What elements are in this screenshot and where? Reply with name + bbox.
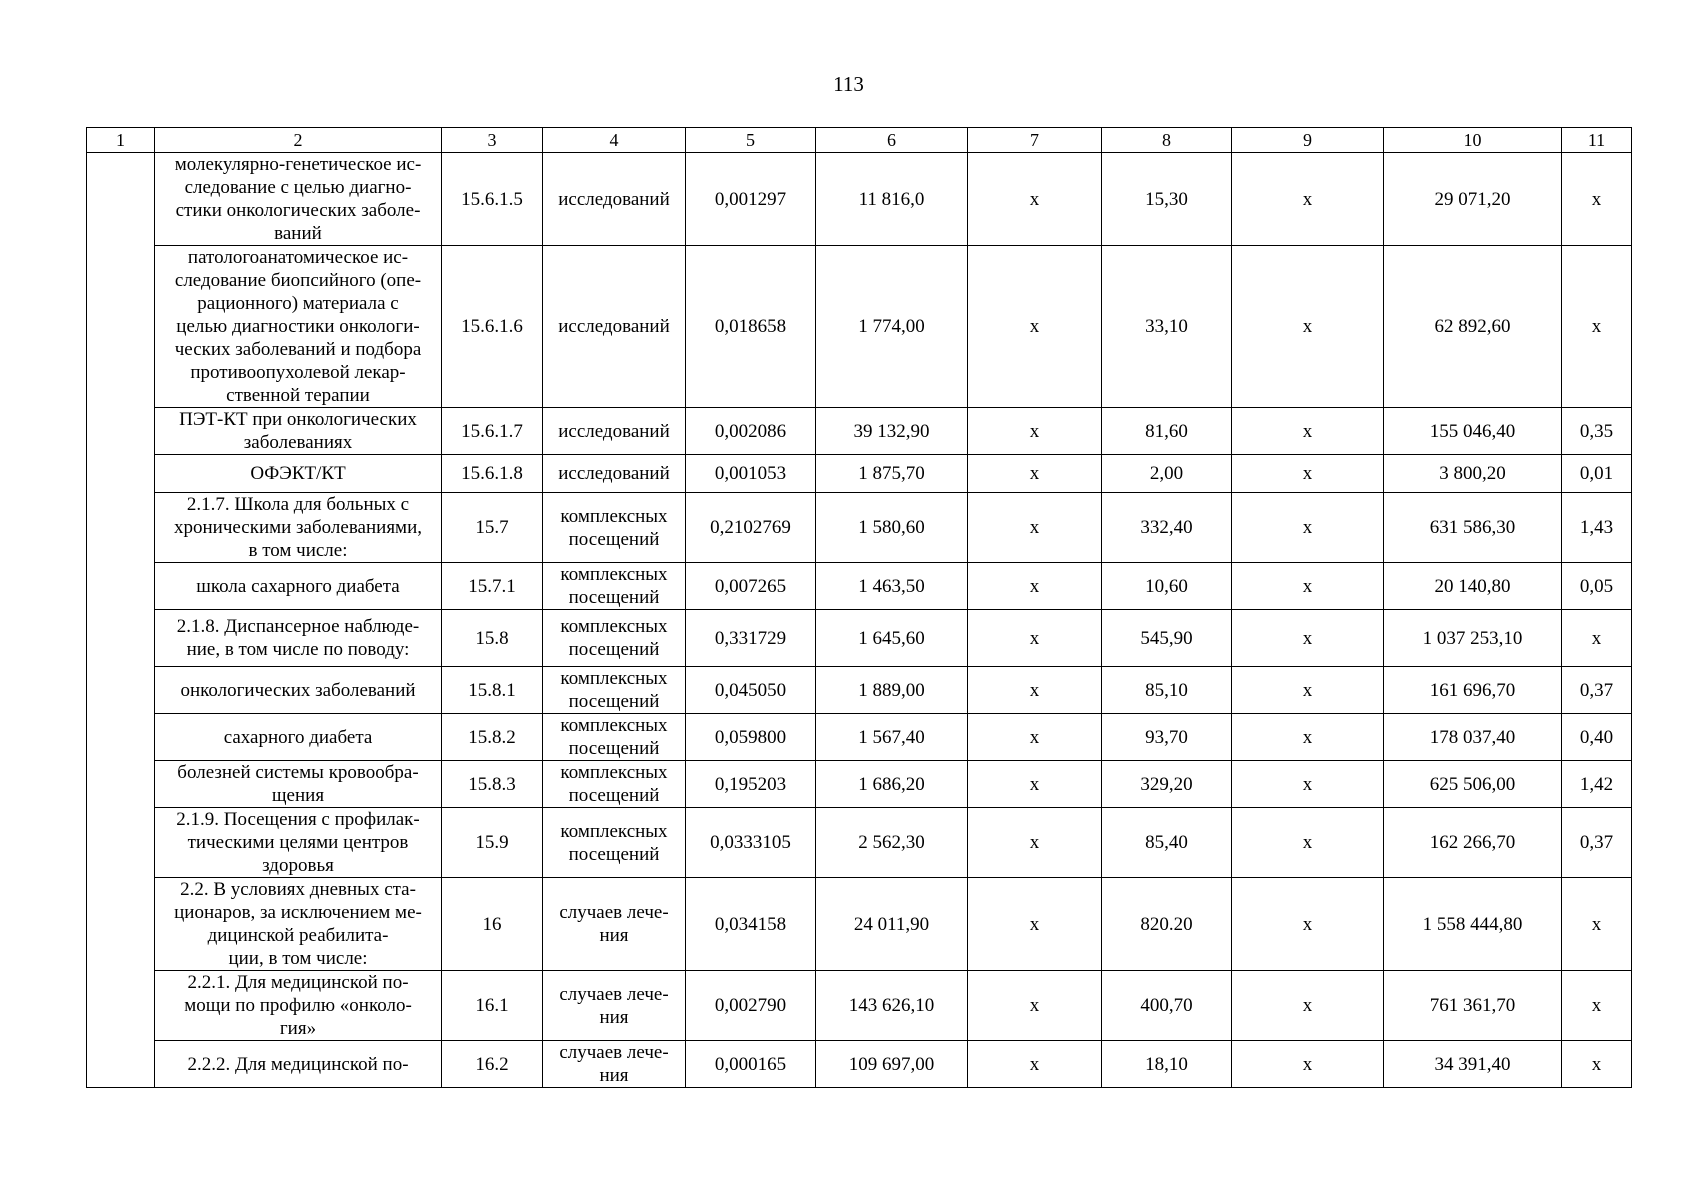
cell-col10: 62 892,60 xyxy=(1384,246,1562,408)
row-code: 16.2 xyxy=(442,1041,543,1088)
row-unit: комплексных посещений xyxy=(543,667,686,714)
cell-col8: 10,60 xyxy=(1102,563,1232,610)
cell-col6: 1 686,20 xyxy=(816,761,968,808)
cell-col10: 625 506,00 xyxy=(1384,761,1562,808)
row-name: школа сахарного диабета xyxy=(155,563,442,610)
cell-col11: 0,05 xyxy=(1562,563,1632,610)
row-code: 15.6.1.8 xyxy=(442,455,543,493)
cell-col5: 0,059800 xyxy=(686,714,816,761)
cell-col6: 24 011,90 xyxy=(816,878,968,971)
row-unit: комплексных посещений xyxy=(543,761,686,808)
cell-col11: 0,37 xyxy=(1562,808,1632,878)
cell-col6: 11 816,0 xyxy=(816,153,968,246)
row-code: 15.6.1.5 xyxy=(442,153,543,246)
cell-col10: 3 800,20 xyxy=(1384,455,1562,493)
header-cell: 5 xyxy=(686,128,816,153)
cell-col11: 0,40 xyxy=(1562,714,1632,761)
cell-col5: 0,331729 xyxy=(686,610,816,667)
cell-col8: 85,40 xyxy=(1102,808,1232,878)
row-name: 2.2.2. Для медицинской по- xyxy=(155,1041,442,1088)
cell-col11: х xyxy=(1562,971,1632,1041)
row-unit: комплексных посещений xyxy=(543,808,686,878)
cell-col10: 34 391,40 xyxy=(1384,1041,1562,1088)
cell-col7: х xyxy=(968,408,1102,455)
cell-col7: х xyxy=(968,153,1102,246)
cell-col7: х xyxy=(968,761,1102,808)
row-unit: исследований xyxy=(543,408,686,455)
row-name: 2.2. В условиях дневных ста- ционаров, за исключением ме- дицинской реабилита- ции, в том числе: xyxy=(155,878,442,971)
cell-col7: х xyxy=(968,878,1102,971)
cell-col7: х xyxy=(968,1041,1102,1088)
cell-col8: 2,00 xyxy=(1102,455,1232,493)
cell-col7: х xyxy=(968,563,1102,610)
table-row xyxy=(87,246,1632,408)
row-unit: комплексных посещений xyxy=(543,563,686,610)
row-number-cell xyxy=(87,153,155,1088)
cell-col9: х xyxy=(1232,714,1384,761)
table-row xyxy=(87,808,1632,878)
cell-col9: х xyxy=(1232,610,1384,667)
cell-col9: х xyxy=(1232,878,1384,971)
cell-col10: 155 046,40 xyxy=(1384,408,1562,455)
cell-col6: 109 697,00 xyxy=(816,1041,968,1088)
cell-col11: 0,37 xyxy=(1562,667,1632,714)
cell-col6: 1 774,00 xyxy=(816,246,968,408)
cell-col10: 761 361,70 xyxy=(1384,971,1562,1041)
header-cell: 2 xyxy=(155,128,442,153)
cell-col5: 0,195203 xyxy=(686,761,816,808)
row-name: ПЭТ-КТ при онкологических заболеваниях xyxy=(155,408,442,455)
row-unit: комплексных посещений xyxy=(543,610,686,667)
row-code: 15.9 xyxy=(442,808,543,878)
table-row xyxy=(87,455,1632,493)
cell-col5: 0,001053 xyxy=(686,455,816,493)
cell-col7: х xyxy=(968,667,1102,714)
cell-col10: 20 140,80 xyxy=(1384,563,1562,610)
table-row xyxy=(87,408,1632,455)
cell-col6: 39 132,90 xyxy=(816,408,968,455)
cell-col11: х xyxy=(1562,1041,1632,1088)
table-row xyxy=(87,971,1632,1041)
data-table xyxy=(86,127,1632,1088)
row-name: онкологических заболеваний xyxy=(155,667,442,714)
row-unit: исследований xyxy=(543,246,686,408)
cell-col10: 161 696,70 xyxy=(1384,667,1562,714)
cell-col5: 0,2102769 xyxy=(686,493,816,563)
cell-col10: 162 266,70 xyxy=(1384,808,1562,878)
cell-col8: 329,20 xyxy=(1102,761,1232,808)
cell-col6: 1 875,70 xyxy=(816,455,968,493)
row-unit: комплексных посещений xyxy=(543,714,686,761)
row-code: 15.8.3 xyxy=(442,761,543,808)
row-code: 15.8.2 xyxy=(442,714,543,761)
cell-col11: 1,43 xyxy=(1562,493,1632,563)
row-name: 2.1.9. Посещения с профилак- тическими целями центров здоровья xyxy=(155,808,442,878)
table-row xyxy=(87,761,1632,808)
cell-col5: 0,018658 xyxy=(686,246,816,408)
row-code: 15.6.1.6 xyxy=(442,246,543,408)
row-code: 16.1 xyxy=(442,971,543,1041)
cell-col5: 0,007265 xyxy=(686,563,816,610)
cell-col11: х xyxy=(1562,610,1632,667)
cell-col8: 93,70 xyxy=(1102,714,1232,761)
row-unit: исследований xyxy=(543,153,686,246)
cell-col9: х xyxy=(1232,455,1384,493)
header-cell: 4 xyxy=(543,128,686,153)
cell-col7: х xyxy=(968,971,1102,1041)
cell-col8: 33,10 xyxy=(1102,246,1232,408)
row-name: патологоанатомическое ис- следование биопсийного (опе- рационного) материала с целью диагностики онкологи- ческих заболеваний и подбора противоопухолевой лекар- ственной терапии xyxy=(155,246,442,408)
cell-col6: 1 463,50 xyxy=(816,563,968,610)
header-cell: 6 xyxy=(816,128,968,153)
header-row xyxy=(87,128,1632,153)
row-unit: случаев лече- ния xyxy=(543,878,686,971)
cell-col9: х xyxy=(1232,246,1384,408)
header-cell: 8 xyxy=(1102,128,1232,153)
table-row xyxy=(87,714,1632,761)
cell-col8: 85,10 xyxy=(1102,667,1232,714)
cell-col8: 545,90 xyxy=(1102,610,1232,667)
cell-col9: х xyxy=(1232,563,1384,610)
row-unit: комплексных посещений xyxy=(543,493,686,563)
page-number: 113 xyxy=(833,72,864,96)
cell-col5: 0,000165 xyxy=(686,1041,816,1088)
row-name: болезней системы кровообра- щения xyxy=(155,761,442,808)
table-row xyxy=(87,878,1632,971)
cell-col5: 0,034158 xyxy=(686,878,816,971)
header-cell: 11 xyxy=(1562,128,1632,153)
cell-col9: х xyxy=(1232,408,1384,455)
row-name: 2.1.7. Школа для больных с хроническими заболеваниями, в том числе: xyxy=(155,493,442,563)
table-row xyxy=(87,153,1632,246)
cell-col7: х xyxy=(968,246,1102,408)
row-code: 15.8 xyxy=(442,610,543,667)
row-name: ОФЭКТ/КТ xyxy=(155,455,442,493)
cell-col8: 15,30 xyxy=(1102,153,1232,246)
cell-col8: 332,40 xyxy=(1102,493,1232,563)
cell-col5: 0,002086 xyxy=(686,408,816,455)
cell-col6: 143 626,10 xyxy=(816,971,968,1041)
row-name: 2.2.1. Для медицинской по- мощи по профилю «онколо- гия» xyxy=(155,971,442,1041)
row-code: 15.7.1 xyxy=(442,563,543,610)
cell-col8: 400,70 xyxy=(1102,971,1232,1041)
cell-col11: х xyxy=(1562,153,1632,246)
cell-col5: 0,002790 xyxy=(686,971,816,1041)
header-cell: 1 xyxy=(87,128,155,153)
cell-col7: х xyxy=(968,714,1102,761)
table-row xyxy=(87,1041,1632,1088)
row-code: 15.6.1.7 xyxy=(442,408,543,455)
cell-col6: 1 567,40 xyxy=(816,714,968,761)
cell-col6: 2 562,30 xyxy=(816,808,968,878)
row-code: 16 xyxy=(442,878,543,971)
cell-col7: х xyxy=(968,808,1102,878)
row-unit: случаев лече- ния xyxy=(543,971,686,1041)
cell-col10: 1 558 444,80 xyxy=(1384,878,1562,971)
cell-col9: х xyxy=(1232,971,1384,1041)
row-name: молекулярно-генетическое ис- следование с целью диагно- стики онкологических заболе- ваний xyxy=(155,153,442,246)
table-row xyxy=(87,610,1632,667)
cell-col9: х xyxy=(1232,761,1384,808)
cell-col6: 1 645,60 xyxy=(816,610,968,667)
cell-col5: 0,0333105 xyxy=(686,808,816,878)
row-code: 15.8.1 xyxy=(442,667,543,714)
cell-col10: 29 071,20 xyxy=(1384,153,1562,246)
row-name: 2.1.8. Диспансерное наблюде- ние, в том числе по поводу: xyxy=(155,610,442,667)
cell-col11: 1,42 xyxy=(1562,761,1632,808)
cell-col5: 0,045050 xyxy=(686,667,816,714)
cell-col8: 81,60 xyxy=(1102,408,1232,455)
cell-col11: х xyxy=(1562,878,1632,971)
cell-col10: 1 037 253,10 xyxy=(1384,610,1562,667)
cell-col8: 820.20 xyxy=(1102,878,1232,971)
cell-col8: 18,10 xyxy=(1102,1041,1232,1088)
cell-col11: 0,01 xyxy=(1562,455,1632,493)
cell-col10: 631 586,30 xyxy=(1384,493,1562,563)
table-row xyxy=(87,563,1632,610)
cell-col10: 178 037,40 xyxy=(1384,714,1562,761)
cell-col11: 0,35 xyxy=(1562,408,1632,455)
row-code: 15.7 xyxy=(442,493,543,563)
cell-col7: х xyxy=(968,493,1102,563)
cell-col7: х xyxy=(968,610,1102,667)
row-name: сахарного диабета xyxy=(155,714,442,761)
cell-col6: 1 889,00 xyxy=(816,667,968,714)
row-unit: случаев лече- ния xyxy=(543,1041,686,1088)
cell-col11: х xyxy=(1562,246,1632,408)
table-row xyxy=(87,667,1632,714)
header-cell: 10 xyxy=(1384,128,1562,153)
cell-col7: х xyxy=(968,455,1102,493)
cell-col9: х xyxy=(1232,1041,1384,1088)
cell-col5: 0,001297 xyxy=(686,153,816,246)
row-unit: исследований xyxy=(543,455,686,493)
header-cell: 9 xyxy=(1232,128,1384,153)
header-cell: 3 xyxy=(442,128,543,153)
table-row xyxy=(87,493,1632,563)
cell-col9: х xyxy=(1232,667,1384,714)
cell-col9: х xyxy=(1232,153,1384,246)
cell-col6: 1 580,60 xyxy=(816,493,968,563)
header-cell: 7 xyxy=(968,128,1102,153)
cell-col9: х xyxy=(1232,493,1384,563)
cell-col9: х xyxy=(1232,808,1384,878)
